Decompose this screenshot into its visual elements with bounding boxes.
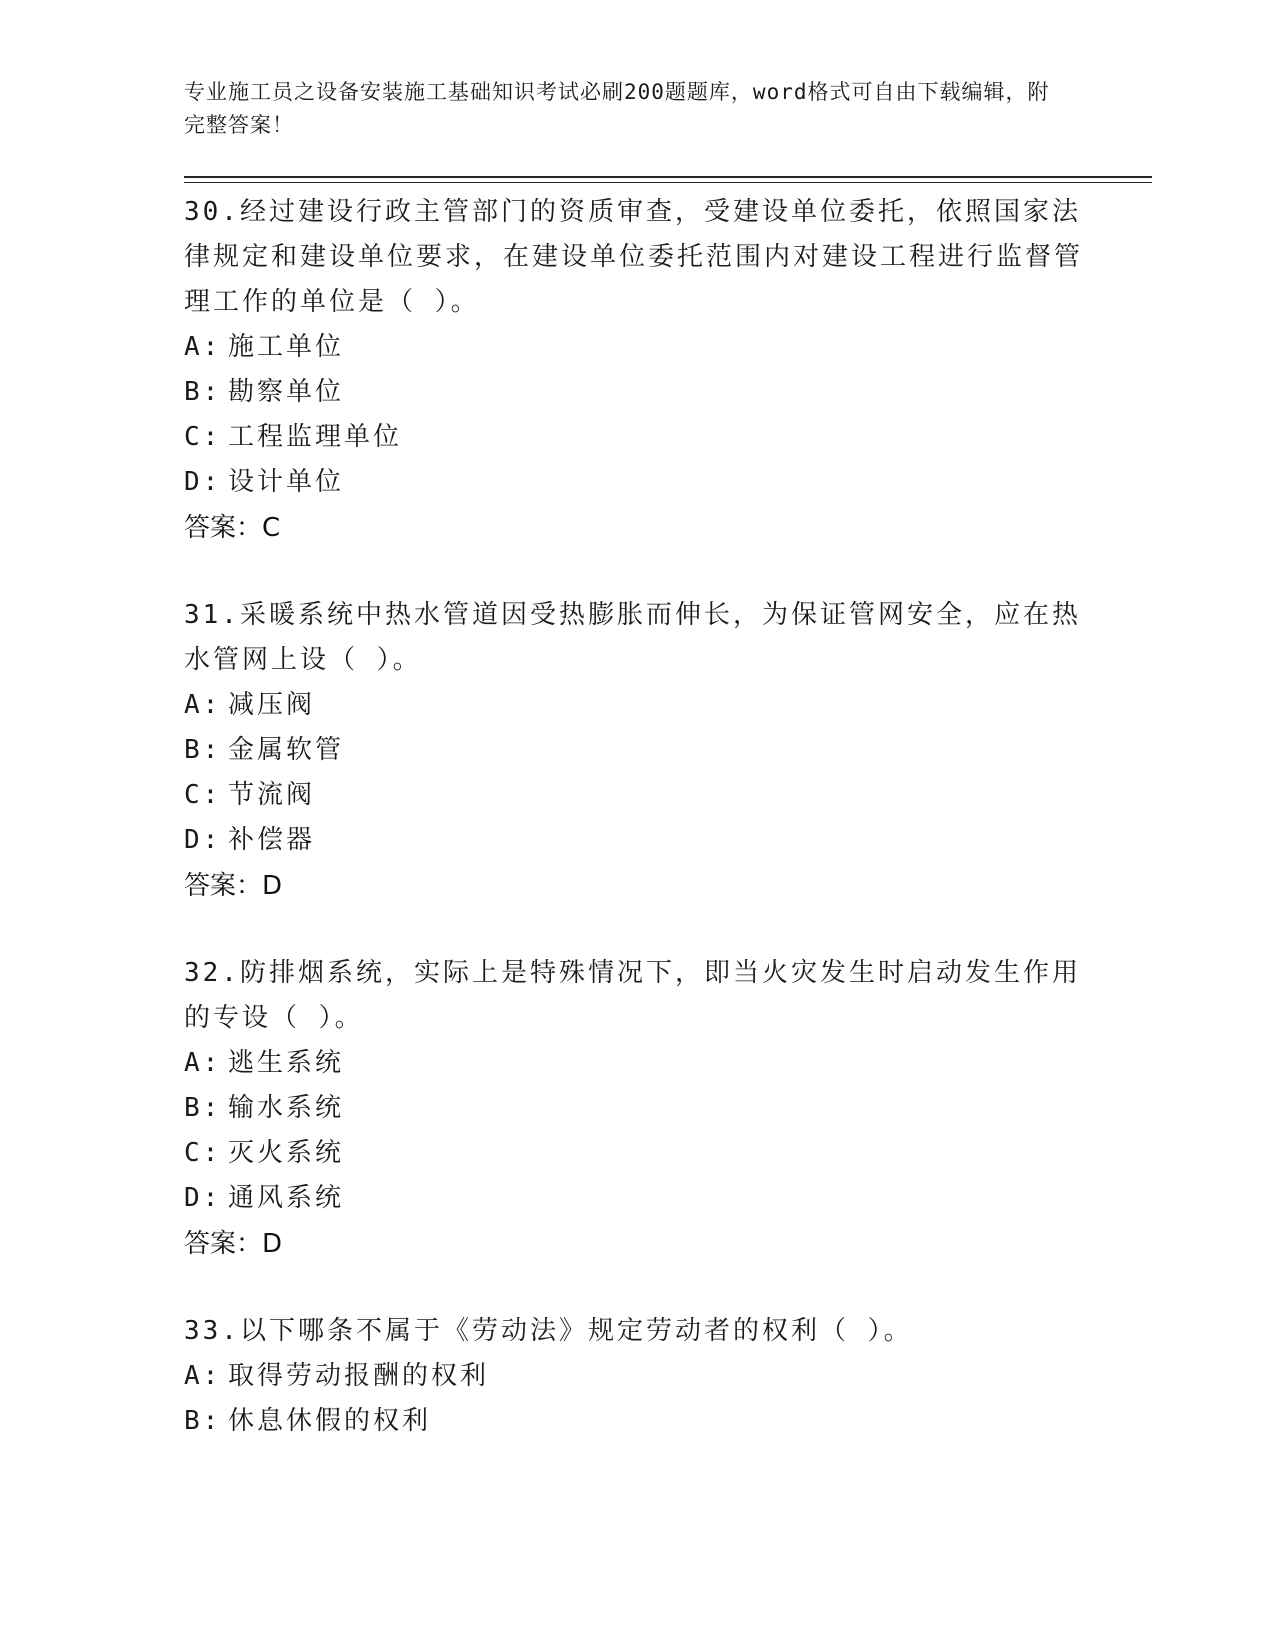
option-a [184, 325, 1084, 370]
option-text: 输水系统 [228, 1093, 345, 1123]
option-text: 取得劳动报酬的权利 [228, 1361, 490, 1391]
question-33 [184, 1309, 1084, 1444]
question-31 [184, 593, 1084, 909]
option-text: 逃生系统 [228, 1048, 345, 1078]
question-stem: 31.采暖系统中热水管道因受热膨胀而伸长，为保证管网安全，应在热水管网上设（ ）。 [184, 600, 1081, 675]
option-text: 金属软管 [228, 735, 345, 765]
question-stem: 30.经过建设行政主管部门的资质审查，受建设单位委托，依照国家法律规定和建设单位要求，在建设单位委托范围内对建设工程进行监督管理工作的单位是（ ）。 [184, 197, 1084, 317]
option-a [184, 683, 1084, 728]
document-header: 专业施工员之设备安装施工基础知识考试必刷200题题库，word格式可自由下载编辑，附完整答案！ [184, 80, 1050, 137]
answer-line: 答案：D [184, 1229, 283, 1259]
option-text: 灭火系统 [228, 1138, 345, 1168]
option-text: 减压阀 [228, 690, 316, 720]
option-key: B: [184, 1406, 222, 1436]
option-text: 节流阀 [228, 780, 316, 810]
option-c [184, 1131, 1084, 1176]
answer-line: 答案：D [184, 871, 283, 901]
option-key: C: [184, 1138, 222, 1168]
option-d [184, 460, 1084, 505]
answer-line: 答案：C [184, 513, 281, 543]
question-stem: 33.以下哪条不属于《劳动法》规定劳动者的权利（ ）。 [184, 1316, 913, 1346]
option-d [184, 1176, 1084, 1221]
question-gap [184, 551, 1084, 593]
question-gap [184, 909, 1084, 951]
option-c [184, 773, 1084, 818]
option-text: 设计单位 [228, 467, 345, 497]
option-key: D: [184, 1183, 222, 1213]
option-key: B: [184, 735, 222, 765]
option-key: B: [184, 1093, 222, 1123]
option-text: 补偿器 [228, 825, 316, 855]
option-text: 施工单位 [228, 332, 345, 362]
option-key: D: [184, 467, 222, 497]
question-list [184, 190, 1084, 1444]
header-rule-thick [184, 176, 1152, 178]
option-key: C: [184, 422, 222, 452]
option-key: A: [184, 1361, 222, 1391]
question-30 [184, 190, 1084, 551]
option-b [184, 728, 1084, 773]
option-key: A: [184, 1048, 222, 1078]
question-32 [184, 951, 1084, 1267]
question-stem: 32.防排烟系统，实际上是特殊情况下，即当火灾发生时启动发生作用的专设（ ）。 [184, 958, 1081, 1033]
question-gap [184, 1267, 1084, 1309]
option-key: A: [184, 332, 222, 362]
option-text: 通风系统 [228, 1183, 345, 1213]
option-b [184, 1399, 1084, 1444]
option-a [184, 1354, 1084, 1399]
option-key: A: [184, 690, 222, 720]
option-key: D: [184, 825, 222, 855]
option-key: B: [184, 377, 222, 407]
option-b [184, 1086, 1084, 1131]
option-text: 工程监理单位 [228, 422, 403, 452]
header-rule-thin [184, 182, 1152, 183]
option-key: C: [184, 780, 222, 810]
option-a [184, 1041, 1084, 1086]
option-text: 勘察单位 [228, 377, 345, 407]
option-c [184, 415, 1084, 460]
option-b [184, 370, 1084, 415]
option-text: 休息休假的权利 [228, 1406, 432, 1436]
option-d [184, 818, 1084, 863]
